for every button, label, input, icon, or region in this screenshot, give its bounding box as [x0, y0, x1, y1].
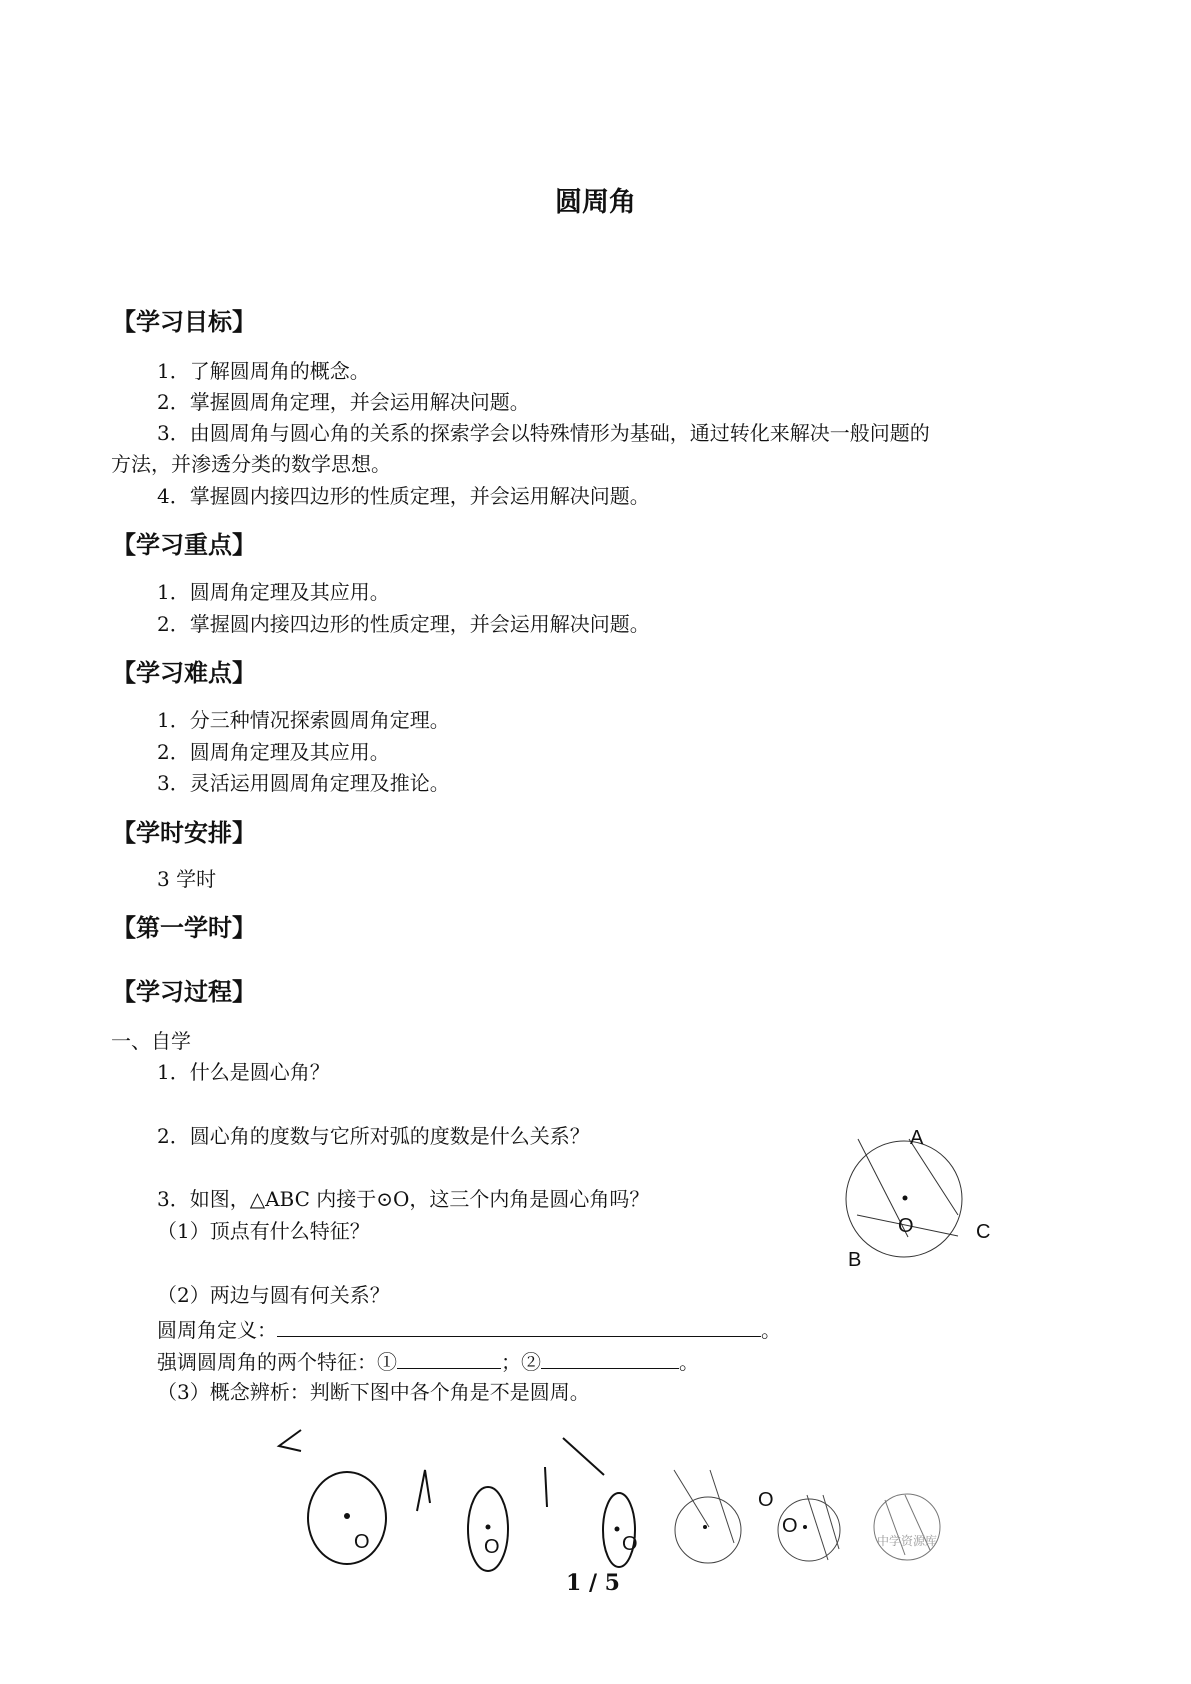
goal-item: 1．了解圆周角的概念。	[157, 359, 370, 383]
segment	[545, 1467, 547, 1507]
section-heading-process: 【学习过程】	[112, 978, 256, 1006]
features-separator: ；②	[501, 1350, 541, 1374]
page-number: 1 / 5	[566, 1570, 620, 1596]
question-1: 1．什么是圆心角？	[157, 1060, 330, 1084]
label-o: O	[758, 1489, 774, 1511]
center-dot	[903, 1196, 908, 1201]
section-heading-schedule: 【学时安排】	[112, 819, 256, 847]
segment	[563, 1438, 604, 1475]
question-2: 2．圆心角的度数与它所对弧的度数是什么关系？	[157, 1124, 590, 1148]
label-o: O	[354, 1531, 370, 1553]
section-heading-first-period: 【第一学时】	[112, 914, 256, 942]
label-o: O	[782, 1515, 798, 1537]
section-heading-goals: 【学习目标】	[112, 308, 256, 336]
label-o: O	[622, 1533, 638, 1555]
exercise-circle-6	[874, 1494, 940, 1560]
label-c: C	[976, 1221, 991, 1243]
goal-item: 2．掌握圆周角定理，并会运用解决问题。	[157, 390, 530, 414]
label-o: O	[898, 1215, 914, 1237]
key-point-item: 1．圆周角定理及其应用。	[157, 580, 390, 604]
question-3-1: （1）顶点有什么特征？	[157, 1219, 370, 1243]
section-heading-difficulties: 【学习难点】	[112, 659, 256, 687]
exercise-circle-4	[675, 1497, 741, 1563]
exercise-circles	[674, 1470, 940, 1563]
schedule-text: 3 学时	[157, 867, 217, 891]
difficulty-item: 1．分三种情况探索圆周角定理。	[157, 708, 450, 732]
difficulty-item: 2．圆周角定理及其应用。	[157, 740, 390, 764]
goal-item: 4．掌握圆内接四边形的性质定理，并会运用解决问题。	[157, 484, 650, 508]
exercise-figures	[279, 1430, 635, 1571]
line-ac	[909, 1139, 958, 1215]
definition-label: 圆周角定义：	[157, 1318, 277, 1342]
goal-item: 3．由圆周角与圆心角的关系的探索学会以特殊情形为基础，通过转化来解决一般问题的	[157, 421, 930, 445]
question-3: 3．如图，△ABC 内接于⊙O，这三个内角是圆心角吗？	[157, 1187, 650, 1211]
difficulty-item: 3．灵活运用圆周角定理及推论。	[157, 771, 450, 795]
watermark: 中学资源库	[876, 1534, 938, 1548]
label-o: O	[484, 1536, 500, 1558]
features-label: 强调圆周角的两个特征：①	[157, 1350, 397, 1374]
period: 。	[679, 1350, 699, 1374]
page-title: 圆周角	[555, 187, 636, 218]
label-a: A	[910, 1127, 924, 1149]
question-3-3: （3）概念辨析：判断下图中各个角是不是圆周。	[157, 1380, 590, 1404]
label-b: B	[848, 1249, 862, 1271]
question-3-2: （2）两边与圆有何关系？	[157, 1283, 390, 1307]
key-point-item: 2．掌握圆内接四边形的性质定理，并会运用解决问题。	[157, 612, 650, 636]
part-heading: 一、自学	[111, 1029, 191, 1053]
angle-mark	[279, 1430, 301, 1451]
angle-mark	[417, 1470, 430, 1511]
goal-item-continued: 方法，并渗透分类的数学思想。	[111, 452, 391, 476]
period: 。	[761, 1318, 781, 1342]
section-heading-key-points: 【学习重点】	[112, 531, 256, 559]
triangle-circle-figure	[846, 1139, 962, 1257]
